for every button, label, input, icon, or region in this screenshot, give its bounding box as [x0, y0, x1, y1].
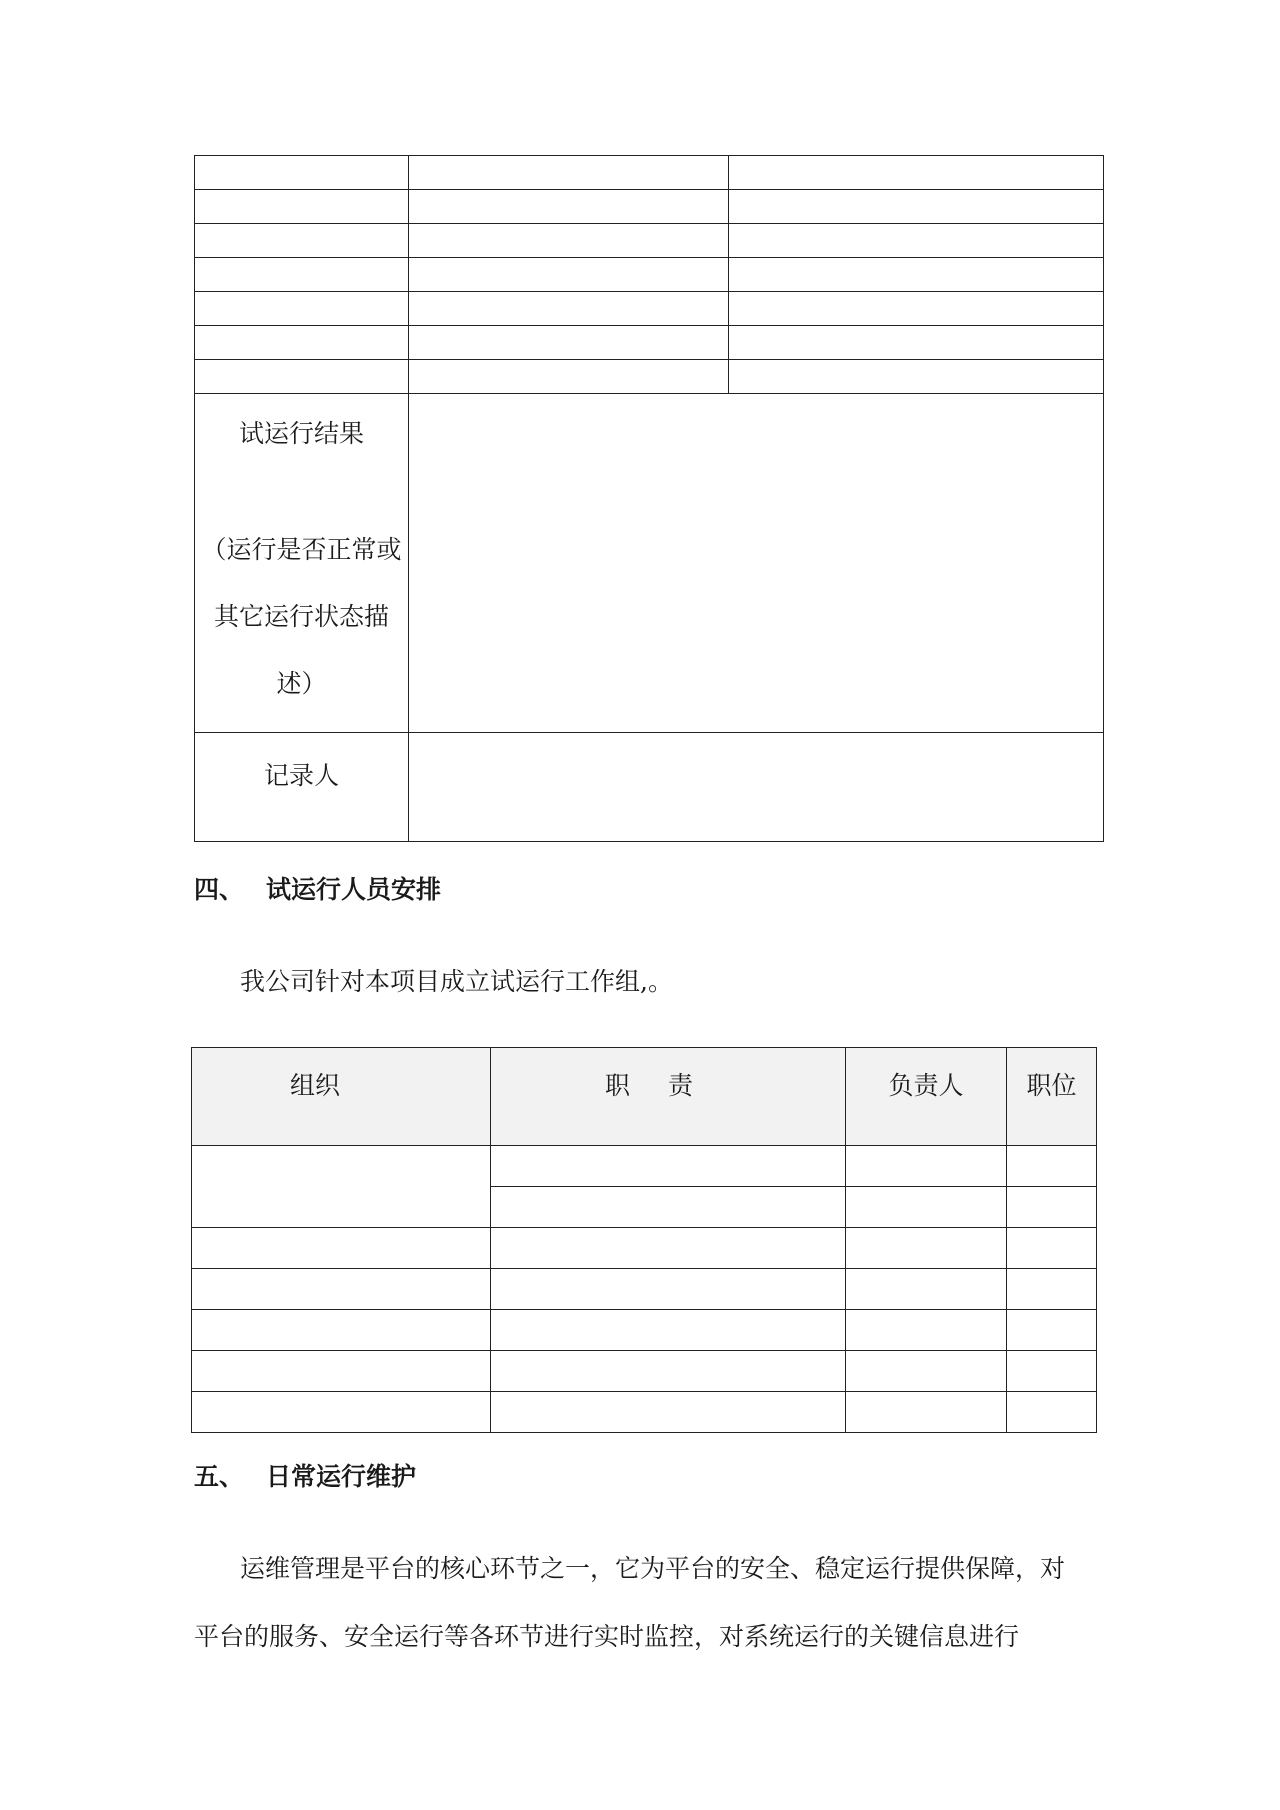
section-5-heading	[194, 1457, 416, 1493]
trial-result-row	[195, 394, 1104, 733]
section-4-paragraph: 我公司针对本项目成立试运行工作组,。	[240, 967, 673, 996]
header-position: 职位	[1007, 1048, 1097, 1146]
section-4-heading	[194, 870, 441, 906]
table-row	[195, 360, 1104, 394]
table-row	[195, 190, 1104, 224]
header-org: 组织	[192, 1048, 491, 1146]
recorder-label-cell	[195, 733, 409, 842]
table-header-row	[192, 1048, 1097, 1146]
trial-result-label-cell	[195, 394, 409, 733]
section-4-title: 试运行人员安排	[266, 875, 442, 904]
table-row	[195, 292, 1104, 326]
table-row	[192, 1310, 1097, 1351]
recorder-row	[195, 733, 1104, 842]
table-row	[192, 1146, 1097, 1187]
staff-assignment-table	[191, 1047, 1097, 1433]
table-row	[195, 326, 1104, 360]
trial-result-description: （运行是否正常或其它运行状态描述）	[201, 535, 402, 698]
section-4-number: 四、	[194, 875, 245, 904]
recorder-content-cell[interactable]	[409, 733, 1104, 842]
table-row	[192, 1351, 1097, 1392]
header-owner: 负责人	[846, 1048, 1007, 1146]
header-duty: 职责	[491, 1048, 846, 1146]
org-cell-merged[interactable]	[192, 1146, 491, 1228]
section-5-paragraph: 运维管理是平台的核心环节之一，它为平台的安全、稳定运行提供保障，对平台的服务、安全运行等各环节进行实时监控，对系统运行的关键信息进行	[194, 1554, 1066, 1651]
trial-result-title: 试运行结果	[238, 419, 364, 448]
table-row	[195, 156, 1104, 190]
table-row	[195, 258, 1104, 292]
section-5-number: 五、	[194, 1462, 245, 1491]
table-row	[195, 224, 1104, 258]
recorder-label: 记录人	[263, 761, 339, 790]
table-row	[192, 1392, 1097, 1433]
trial-result-content-cell[interactable]	[409, 394, 1104, 733]
trial-run-record-table	[194, 155, 1104, 842]
table-row	[192, 1228, 1097, 1269]
table-row	[192, 1269, 1097, 1310]
section-5-title: 日常运行维护	[266, 1462, 417, 1491]
